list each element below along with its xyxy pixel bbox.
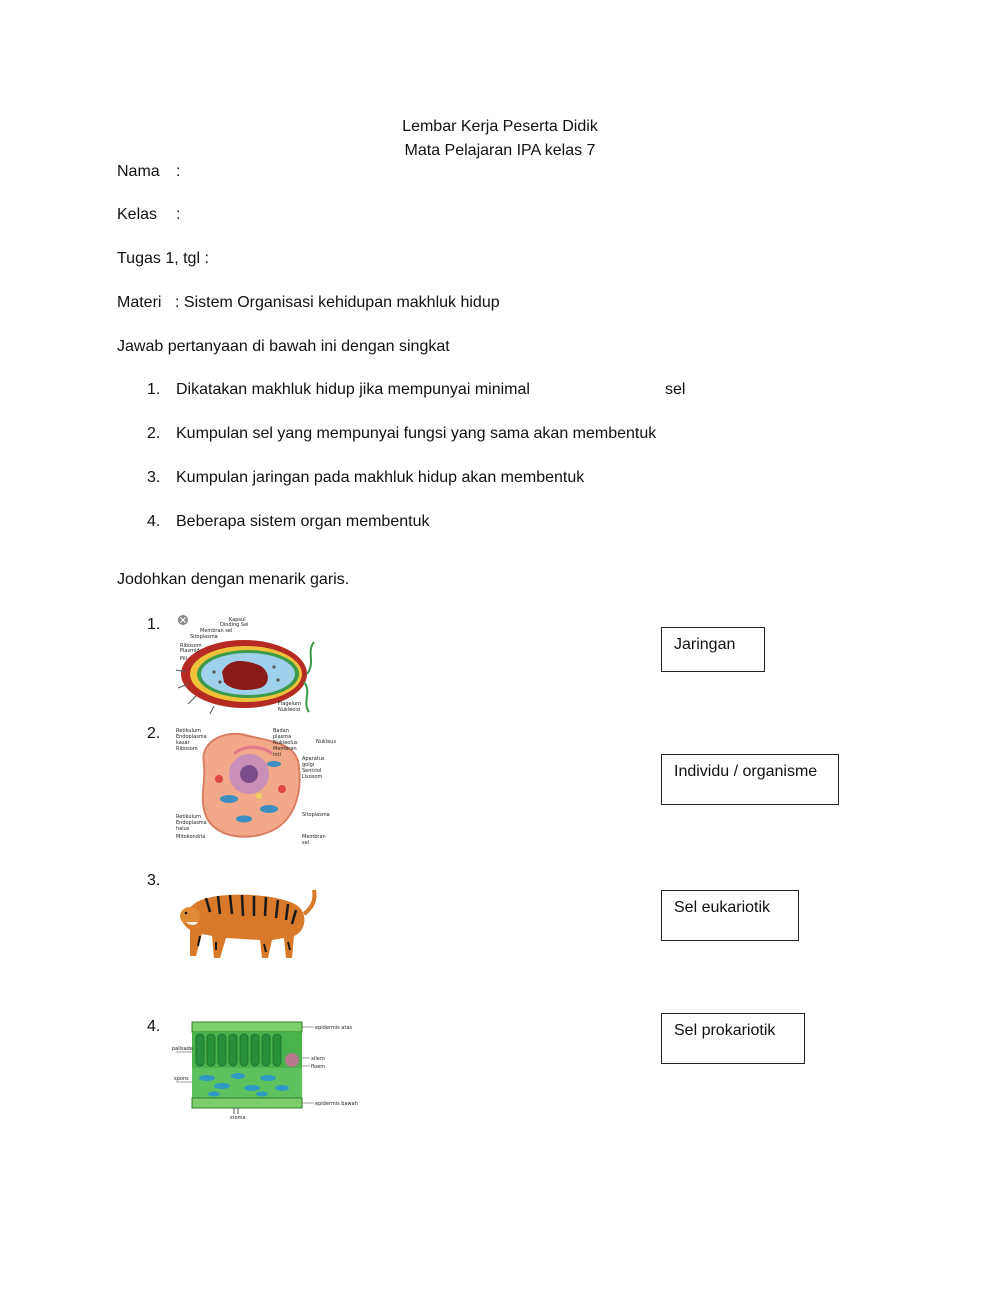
svg-text:Nukleus: Nukleus [316, 739, 337, 745]
material-value: : Sistem Organisasi kehidupan makhluk hidup [175, 294, 500, 311]
question-number: 2. [147, 425, 161, 442]
material-label: Materi [117, 294, 162, 311]
question-number: 1. [147, 381, 161, 398]
svg-text:Flagelum: Flagelum [278, 701, 302, 707]
svg-text:Retikulum: Retikulum [176, 814, 202, 820]
svg-text:spons: spons [174, 1076, 189, 1082]
svg-text:Endoplasma: Endoplasma [176, 820, 207, 826]
svg-text:Sitoplasma: Sitoplasma [302, 812, 330, 818]
name-label: Nama [117, 163, 160, 180]
class-label: Kelas [117, 206, 158, 223]
matching-instruction: Jodohkan dengan menarik garis. [117, 571, 350, 588]
svg-text:Nukleolus: Nukleolus [273, 740, 298, 746]
svg-text:Pili: Pili [180, 656, 188, 662]
svg-text:halus: halus [176, 826, 190, 832]
question-number: 3. [147, 469, 161, 486]
svg-text:Ribosom: Ribosom [176, 746, 198, 752]
svg-text:Sentriol: Sentriol [302, 768, 322, 774]
svg-text:Kapsul: Kapsul [229, 617, 246, 623]
question-text: Kumpulan jaringan pada makhluk hidup akan membentuk [176, 469, 585, 486]
question-text: Beberapa sistem organ membentuk [176, 513, 430, 530]
svg-text:Membran sel: Membran sel [200, 628, 233, 634]
svg-text:Nukleoid: Nukleoid [278, 707, 300, 713]
answer-label: Individu / organisme [674, 763, 818, 780]
svg-text:epidermis bawah: epidermis bawah [315, 1101, 358, 1107]
svg-text:Plasmid: Plasmid [180, 648, 200, 654]
svg-text:plasma: plasma [273, 734, 292, 740]
answer-label: Jaringan [674, 636, 736, 653]
svg-text:stoma: stoma [230, 1115, 246, 1121]
answer-box[interactable] [661, 627, 765, 672]
worksheet-subtitle: Mata Pelajaran IPA kelas 7 [404, 142, 596, 159]
answer-label: Sel prokariotik [674, 1022, 776, 1039]
answer-box[interactable] [661, 890, 799, 941]
svg-text:Lisosom: Lisosom [302, 774, 323, 780]
svg-text:Sitoplasma: Sitoplasma [190, 634, 218, 640]
animal-cell-image [174, 724, 337, 849]
svg-text:Ribosom: Ribosom [180, 643, 202, 649]
class-colon: : [176, 206, 181, 223]
svg-text:Membran: Membran [302, 834, 326, 840]
question-number: 4. [147, 513, 161, 530]
worksheet-title: Lembar Kerja Peserta Didik [402, 118, 598, 135]
svg-text:Dinding Sel: Dinding Sel [220, 622, 249, 628]
svg-text:Badan: Badan [273, 728, 289, 734]
svg-text:epidermis atas: epidermis atas [315, 1025, 353, 1031]
svg-text:Retikulum: Retikulum [176, 728, 202, 734]
match-item-number: 4. [147, 1018, 161, 1035]
answer-box[interactable] [661, 754, 839, 805]
answer-label: Sel eukariotik [674, 899, 771, 916]
question-text: Kumpulan sel yang mempunyai fungsi yang sama akan membentuk [176, 425, 657, 442]
svg-text:floem: floem [311, 1064, 326, 1070]
svg-text:Endoplasma: Endoplasma [176, 734, 207, 740]
svg-text:Mitokondria: Mitokondria [176, 834, 206, 840]
svg-text:kasar: kasar [176, 740, 190, 746]
svg-text:Membran: Membran [273, 746, 297, 752]
svg-text:sel: sel [302, 840, 310, 846]
question-text: Dikatakan makhluk hidup jika mempunyai minimal [176, 381, 530, 398]
short-answer-instruction: Jawab pertanyaan di bawah ini dengan singkat [117, 338, 450, 355]
match-item-number: 2. [147, 725, 161, 742]
leaf-tissue-image [172, 1020, 358, 1121]
prokaryotic-cell-image [174, 612, 319, 717]
match-item-number: 1. [147, 616, 161, 633]
svg-text:xilem: xilem [311, 1056, 325, 1062]
svg-text:inti: inti [273, 752, 281, 758]
tiger-image [176, 884, 322, 962]
name-colon: : [176, 163, 181, 180]
svg-text:palisade: palisade [172, 1046, 193, 1052]
svg-text:Aparatus: Aparatus [302, 756, 325, 762]
question-suffix: sel [665, 381, 686, 398]
task-date-label: Tugas 1, tgl : [117, 250, 209, 267]
svg-text:golgi: golgi [302, 762, 315, 768]
answer-box[interactable] [661, 1013, 805, 1064]
match-item-number: 3. [147, 872, 161, 889]
